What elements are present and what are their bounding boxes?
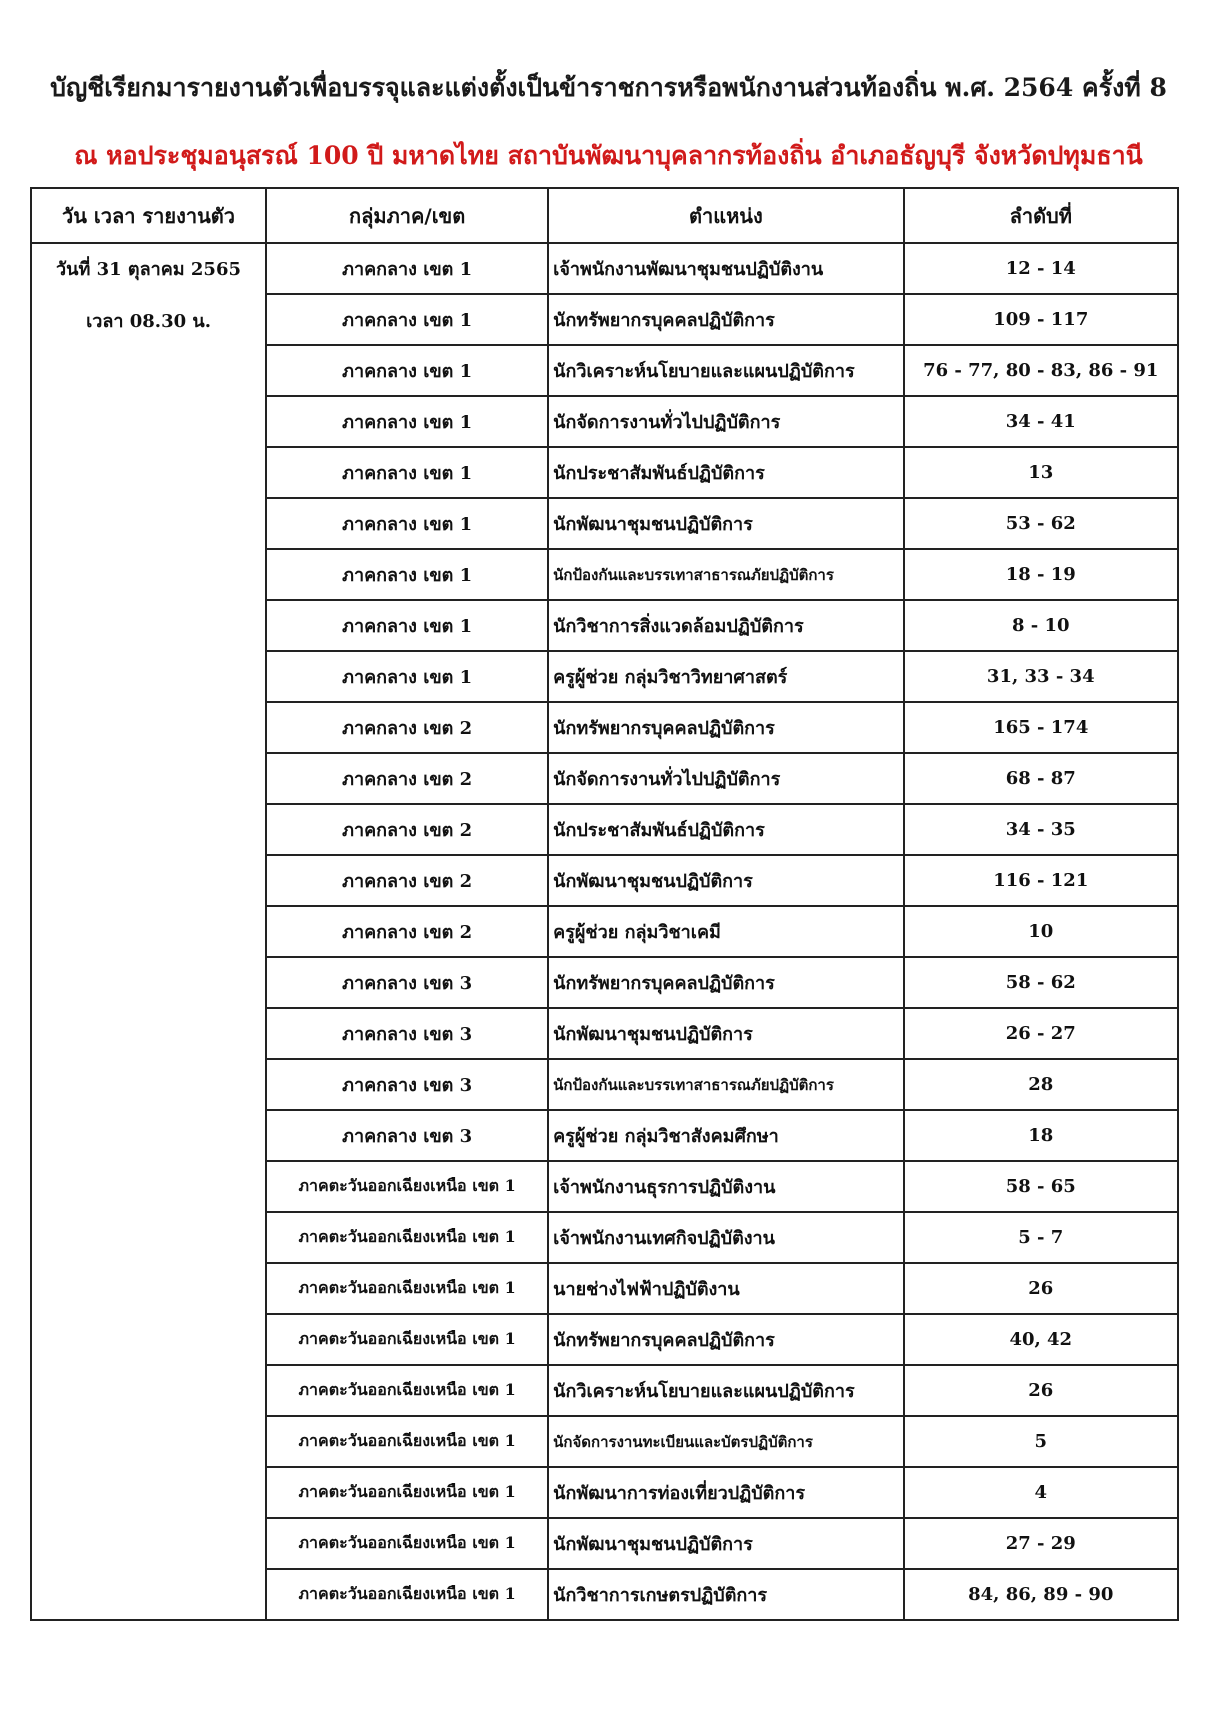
order-cell: 13 xyxy=(904,447,1178,498)
position-cell: นักวิเคราะห์นโยบายและแผนปฏิบัติการ xyxy=(548,1365,903,1416)
position-cell: เจ้าพนักงานเทศกิจปฏิบัติงาน xyxy=(548,1212,903,1263)
region-cell: ภาคกลาง เขต 3 xyxy=(266,957,548,1008)
region-cell: ภาคตะวันออกเฉียงเหนือ เขต 1 xyxy=(266,1161,548,1212)
table-body xyxy=(31,243,1178,1620)
position-cell: ครูผู้ช่วย กลุ่มวิชาเคมี xyxy=(548,906,903,957)
order-cell: 34 - 35 xyxy=(904,804,1178,855)
position-cell: นักพัฒนาชุมชนปฏิบัติการ xyxy=(548,1008,903,1059)
region-cell: ภาคกลาง เขต 1 xyxy=(266,345,548,396)
region-cell: ภาคกลาง เขต 2 xyxy=(266,855,548,906)
column-header-order: ลำดับที่ xyxy=(904,188,1178,243)
venue-line: ณ หอประชุมอนุสรณ์ 100 ปี มหาดไทย สถาบันพัฒนาบุคลากรท้องถิ่น อำเภอธัญบุรี จังหวัดปทุมธานี xyxy=(74,141,1143,170)
region-cell: ภาคตะวันออกเฉียงเหนือ เขต 1 xyxy=(266,1569,548,1620)
region-cell: ภาคกลาง เขต 1 xyxy=(266,651,548,702)
position-cell: นักวิชาการเกษตรปฏิบัติการ xyxy=(548,1569,903,1620)
position-cell: นักจัดการงานทั่วไปปฏิบัติการ xyxy=(548,396,903,447)
position-cell: นักทรัพยากรบุคคลปฏิบัติการ xyxy=(548,1314,903,1365)
position-cell: เจ้าพนักงานธุรการปฏิบัติงาน xyxy=(548,1161,903,1212)
position-cell: ครูผู้ช่วย กลุ่มวิชาสังคมศึกษา xyxy=(548,1110,903,1161)
order-cell: 116 - 121 xyxy=(904,855,1178,906)
order-cell: 18 xyxy=(904,1110,1178,1161)
region-cell: ภาคกลาง เขต 3 xyxy=(266,1008,548,1059)
region-cell: ภาคกลาง เขต 1 xyxy=(266,243,548,294)
position-cell: ครูผู้ช่วย กลุ่มวิชาวิทยาศาสตร์ xyxy=(548,651,903,702)
order-cell: 76 - 77, 80 - 83, 86 - 91 xyxy=(904,345,1178,396)
region-cell: ภาคกลาง เขต 1 xyxy=(266,396,548,447)
region-cell: ภาคกลาง เขต 1 xyxy=(266,447,548,498)
region-cell: ภาคตะวันออกเฉียงเหนือ เขต 1 xyxy=(266,1263,548,1314)
report-date: วันที่ 31 ตุลาคม 2565 xyxy=(56,259,242,280)
position-cell: นักป้องกันและบรรเทาสาธารณภัยปฏิบัติการ xyxy=(548,549,903,600)
order-cell: 31, 33 - 34 xyxy=(904,651,1178,702)
table-header-row xyxy=(31,188,1178,243)
position-cell: นักประชาสัมพันธ์ปฏิบัติการ xyxy=(548,447,903,498)
region-cell: ภาคกลาง เขต 2 xyxy=(266,906,548,957)
region-cell: ภาคกลาง เขต 1 xyxy=(266,294,548,345)
position-cell: นักทรัพยากรบุคคลปฏิบัติการ xyxy=(548,957,903,1008)
order-cell: 68 - 87 xyxy=(904,753,1178,804)
order-cell: 4 xyxy=(904,1467,1178,1518)
order-cell: 58 - 62 xyxy=(904,957,1178,1008)
region-cell: ภาคกลาง เขต 3 xyxy=(266,1059,548,1110)
region-cell: ภาคกลาง เขต 2 xyxy=(266,753,548,804)
region-cell: ภาคตะวันออกเฉียงเหนือ เขต 1 xyxy=(266,1467,548,1518)
order-cell: 40, 42 xyxy=(904,1314,1178,1365)
region-cell: ภาคกลาง เขต 2 xyxy=(266,702,548,753)
document-title: บัญชีเรียกมารายงานตัวเพื่อบรรจุและแต่งตั้งเป็นข้าราชการหรือพนักงานส่วนท้องถิ่น พ.ศ. 2564 ครั้งที่ 8 xyxy=(50,73,1167,102)
order-cell: 109 - 117 xyxy=(904,294,1178,345)
region-cell: ภาคตะวันออกเฉียงเหนือ เขต 1 xyxy=(266,1416,548,1467)
position-cell: นักวิชาการสิ่งแวดล้อมปฏิบัติการ xyxy=(548,600,903,651)
position-cell: เจ้าพนักงานพัฒนาชุมชนปฏิบัติงาน xyxy=(548,243,903,294)
order-cell: 165 - 174 xyxy=(904,702,1178,753)
region-cell: ภาคกลาง เขต 1 xyxy=(266,498,548,549)
report-schedule-table xyxy=(30,187,1179,1621)
position-cell: นักป้องกันและบรรเทาสาธารณภัยปฏิบัติการ xyxy=(548,1059,903,1110)
order-cell: 12 - 14 xyxy=(904,243,1178,294)
column-header-date-time: วัน เวลา รายงานตัว xyxy=(31,188,266,243)
region-cell: ภาคกลาง เขต 2 xyxy=(266,804,548,855)
region-cell: ภาคตะวันออกเฉียงเหนือ เขต 1 xyxy=(266,1365,548,1416)
order-cell: 84, 86, 89 - 90 xyxy=(904,1569,1178,1620)
position-cell: นักพัฒนาชุมชนปฏิบัติการ xyxy=(548,855,903,906)
region-cell: ภาคตะวันออกเฉียงเหนือ เขต 1 xyxy=(266,1212,548,1263)
position-cell: นักทรัพยากรบุคคลปฏิบัติการ xyxy=(548,702,903,753)
position-cell: นักพัฒนาชุมชนปฏิบัติการ xyxy=(548,1518,903,1569)
column-header-position: ตำแหน่ง xyxy=(548,188,903,243)
region-cell: ภาคตะวันออกเฉียงเหนือ เขต 1 xyxy=(266,1518,548,1569)
order-cell: 34 - 41 xyxy=(904,396,1178,447)
order-cell: 28 xyxy=(904,1059,1178,1110)
order-cell: 58 - 65 xyxy=(904,1161,1178,1212)
order-cell: 5 - 7 xyxy=(904,1212,1178,1263)
order-cell: 26 xyxy=(904,1365,1178,1416)
region-cell: ภาคกลาง เขต 3 xyxy=(266,1110,548,1161)
region-cell: ภาคตะวันออกเฉียงเหนือ เขต 1 xyxy=(266,1314,548,1365)
region-cell: ภาคกลาง เขต 1 xyxy=(266,549,548,600)
position-cell: นักพัฒนาชุมชนปฏิบัติการ xyxy=(548,498,903,549)
report-time: เวลา 08.30 น. xyxy=(86,311,211,332)
position-cell: นักจัดการงานทั่วไปปฏิบัติการ xyxy=(548,753,903,804)
report-date-time-cell xyxy=(31,243,266,1620)
position-cell: นักประชาสัมพันธ์ปฏิบัติการ xyxy=(548,804,903,855)
order-cell: 53 - 62 xyxy=(904,498,1178,549)
region-cell: ภาคกลาง เขต 1 xyxy=(266,600,548,651)
position-cell: นักจัดการงานทะเบียนและบัตรปฏิบัติการ xyxy=(548,1416,903,1467)
position-cell: นักพัฒนาการท่องเที่ยวปฏิบัติการ xyxy=(548,1467,903,1518)
position-cell: นักทรัพยากรบุคคลปฏิบัติการ xyxy=(548,294,903,345)
order-cell: 8 - 10 xyxy=(904,600,1178,651)
column-header-region: กลุ่มภาค/เขต xyxy=(266,188,548,243)
position-cell: นักวิเคราะห์นโยบายและแผนปฏิบัติการ xyxy=(548,345,903,396)
table-row xyxy=(31,243,1178,294)
position-cell: นายช่างไฟฟ้าปฏิบัติงาน xyxy=(548,1263,903,1314)
order-cell: 10 xyxy=(904,906,1178,957)
order-cell: 5 xyxy=(904,1416,1178,1467)
order-cell: 26 - 27 xyxy=(904,1008,1178,1059)
order-cell: 27 - 29 xyxy=(904,1518,1178,1569)
order-cell: 18 - 19 xyxy=(904,549,1178,600)
order-cell: 26 xyxy=(904,1263,1178,1314)
